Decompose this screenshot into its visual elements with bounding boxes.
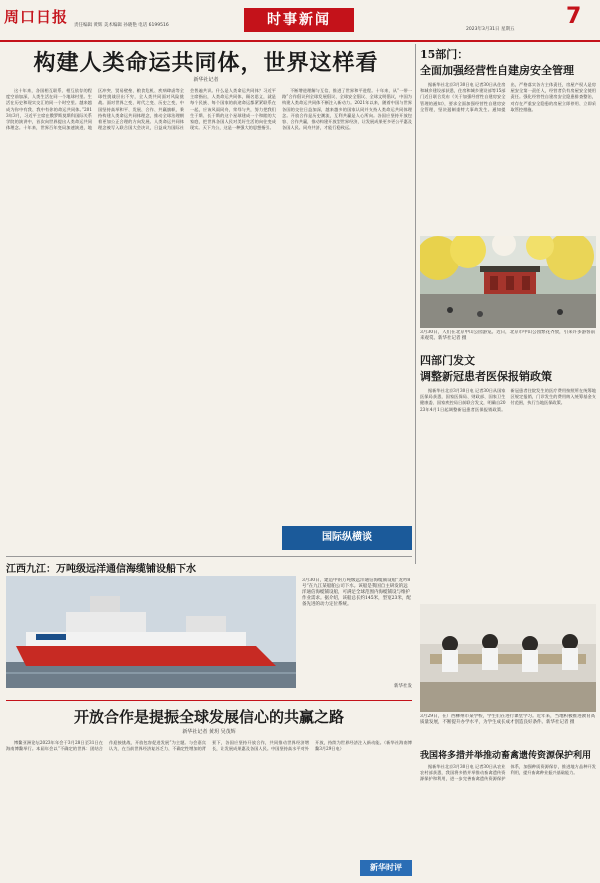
page-number: 7	[566, 4, 582, 29]
column-divider	[415, 44, 416, 564]
newspaper-logo: 周口日报	[4, 8, 69, 26]
news2-body: 据新华社北京3月30日电 记者30日从国家医保局获悉，国家医保局、财政部、国家卫生健康委、国家疾控局日前联合发文，明确自2023年4月1日起调整新冠患者医保报销政策。新冠患者住院发生的医疗费用按照所在统筹地区规定报销，门诊发生的费用纳入统筹基金支付范围，执行当地医保政策。	[420, 388, 596, 412]
bottom-rule	[6, 700, 412, 701]
classroom-illustration	[420, 604, 596, 712]
ship-credit: 新华社发	[394, 684, 412, 689]
ship-headline: 江西九江：万吨级远洋通信海缆铺设船下水	[6, 564, 196, 575]
pavilion-illustration	[420, 236, 596, 328]
masthead-rule	[0, 40, 600, 42]
pavilion-caption: 3月30日，人们在北京中山公园游览。近日，北京市中山公园繁花齐放，引来许多游客前来观赏。新华社记者 摄	[420, 330, 596, 341]
section-title: 时事新闻	[244, 8, 354, 32]
bottom-body: 博鳌亚洲论坛2023年年会于3月28日至31日在海南博鳌举行。本届年会以“不确定的世界：团结合作迎接挑战，开放包容促进发展”为主题。与会嘉宾认为，在当前世界经济复苏乏力、不确定性增加的背景下，各国应坚持开放合作，共同推动世界经济增长，让发展成果惠及各国人民。中国坚持高水平对外开放，持续为世界经济注入新动能。（新华社海南博鳌3月29日电）	[6, 740, 412, 752]
issue-date: 2023年3月31日 星期五	[466, 27, 515, 32]
ship-photo	[6, 576, 296, 688]
news3-body: 据新华社北京3月30日电 记者30日从农业农村部获悉，我国将多措并举推动畜禽遗传资源保护和利用，进一步完善畜禽遗传资源保护体系，加强种质资源保存，推进地方品种开发利用，提升畜禽种业振兴基础能力。	[420, 764, 596, 782]
pavilion-photo	[420, 236, 596, 328]
news1-kicker: 15部门：	[420, 48, 469, 61]
editor-info: 责任编辑 黄辉 美术编辑 孙晓艳 电话 6199516	[74, 23, 169, 28]
news1-headline: 全面加强经营性自建房安全管理	[420, 64, 574, 77]
lead-body-continued: 不断增进理解与互信，推进了世界和平进程。十年来，从“一带一路”合作倡议到全球发展倡议、全球安全倡议、全球文明倡议，中国为构建人类命运共同体不断注入新动力。2021年以来，随着中国与世界各国的交往日益加深，越来越多的国家认同并支持人类命运共同体理念。开放合作是历史潮流，互利共赢是人心所向。各国应坚持开放包容、合作共赢，推动构建开放型世界经济，让发展成果更多更公平惠及各国人民。同舟共济，才能行稳致远。	[282, 88, 412, 131]
masthead	[0, 0, 600, 40]
news1-body: 据新华社北京3月30日电 记者30日从住房和城乡建设部获悉，住房和城乡建设部等15部门近日联合发布《关于加强经营性自建房安全管理的通知》，要求全面加强经营性自建房安全管理，坚决遏制重特大事故发生。通知提出，严格落实各方主体责任，房屋产权人是房屋安全第一责任人，经营者负有房屋安全使用责任。强化经营性自建房安全隐患排查整治，对存在严重安全隐患的房屋立即停用、立即采取管控措施。	[420, 82, 596, 112]
xinhua-commentary-logo: 新华时评	[360, 860, 412, 876]
news2-headline: 调整新冠患者医保报销政策	[420, 370, 552, 383]
classroom-photo	[420, 604, 596, 712]
ship-caption: 3月30日，建造中的万吨级远洋通信海缆铺设船“龙吟8号”在九江某船舶公司下水。该船是我国自主研发的远洋通信海缆铺设船，可满足全球范围内海缆铺设与维护作业需求。据介绍，该船总长约145米，型宽23米，配备先进的动力定位系统。	[302, 578, 411, 607]
news3-headline: 我国将多措并举推动畜禽遗传资源保护利用	[420, 751, 592, 761]
intl-banner: 国际纵横谈	[282, 526, 412, 550]
bottom-headline: 开放合作是提振全球发展信心的共赢之路	[73, 708, 344, 726]
lead-byline: 新华社记者	[193, 77, 219, 83]
ship-illustration	[6, 576, 296, 688]
classroom-caption: 3月29日，在广西柳州市某学校，学生们在进行课堂学习。近年来，当地积极推进教育高质量发展，不断提升办学水平，为学生成长成才创造良好条件。新华社记者 摄	[420, 714, 596, 725]
lead-body: 这十年来，各国相互联系、相互依存的程度空前加深，人类生活在同一个地球村里。生活在历史和现实交汇的同一个时空里。越来越成为你中有我、我中有你的命运共同体。”2013年3月，习近平主席在俄罗斯莫斯科国际关系学院的演讲中，首次向世界提出人类命运共同体理念。十年来，世界百年变局加速演进，地区冲突、贸易壁垒、粮食危机、疾病肆虐等全球性挑战层出不穷，全人类共同面对风险挑战。面对世界之变、时代之变、历史之变，中国坚持高举和平、发展、合作、共赢旗帜，秉持构建人类命运共同体理念，推动全球治理朝着更加公正合理的方向发展。人类命运共同体理念被写入联合国大会决议，日益成为国际社会普遍共识。什么是人类命运共同体？习近平主席指出，人类命运共同体，顾名思义，就是每个民族、每个国家的前途命运都紧紧联系在一起，应该风雨同舟，荣辱与共，努力把我们生于斯、长于斯的这个星球建成一个和睦的大家庭，把世界各国人民对美好生活的向往变成现实。天下为公，这是一种强大的思想指引。	[6, 88, 276, 131]
news2-kicker: 四部门发文	[420, 354, 475, 367]
lead-headline: 构建人类命运共同体，世界这样看	[33, 50, 379, 76]
ship-top-rule	[6, 556, 412, 557]
bottom-byline: 新华社记者 黄玥 吴茂辉	[182, 729, 236, 735]
